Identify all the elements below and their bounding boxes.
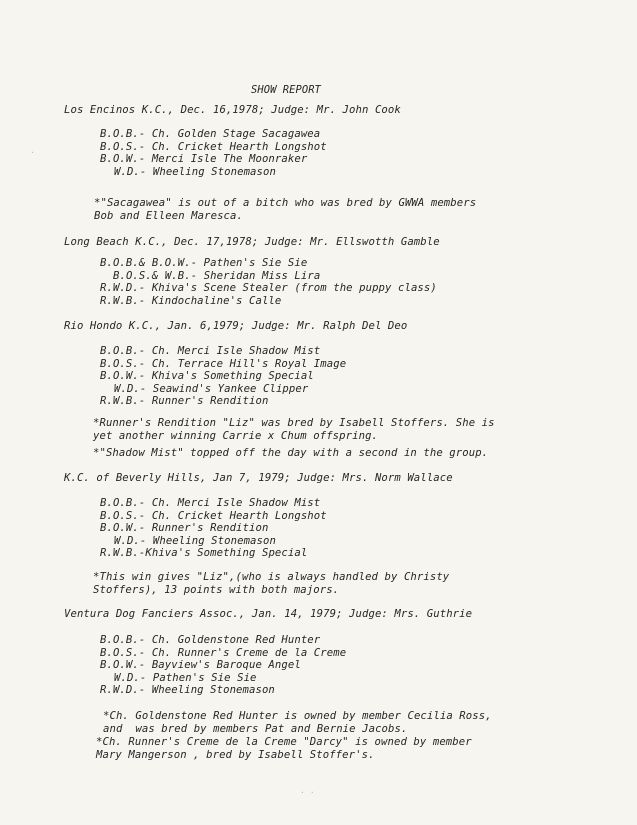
award-winner: Kindochaline's Calle [151, 294, 282, 307]
award-winner: Ch. Merci Isle Shadow Mist [151, 497, 321, 509]
award-code: B.O.B.- [100, 128, 152, 140]
award-row [114, 672, 257, 684]
award-code: R.W.B.- [100, 547, 146, 560]
note-line: yet another winning Carrie x Chum offspring. [93, 429, 379, 442]
award-row [100, 659, 301, 671]
show-note [93, 571, 449, 596]
award-winner: Ch. Goldenstone Red Hunter [151, 634, 321, 646]
note-line: *This win gives "Liz",(who is always handled by Christy [93, 571, 450, 583]
show-note [94, 197, 476, 222]
award-row [114, 535, 276, 547]
award-code: W.D.- [114, 165, 153, 178]
award-code: B.O.B.& B.O.W.- [100, 257, 204, 269]
award-code: B.O.W.- [100, 659, 152, 672]
award-code: B.O.W.- [100, 153, 152, 166]
note-line: Stoffers), 13 points with both majors. [93, 583, 340, 596]
award-row [100, 684, 275, 696]
award-row [100, 282, 437, 294]
award-winner: Wheeling Stonemason [152, 165, 276, 178]
award-winner: Seawind's Yankee Clipper [152, 382, 309, 395]
award-code: B.O.W.- [100, 370, 152, 383]
award-code: R.W.B.- [100, 294, 152, 307]
award-winner: Wheeling Stonemason [151, 684, 275, 697]
award-code: W.D.- [114, 671, 153, 684]
award-winner: Pathen's Sie Sie [203, 257, 308, 269]
award-winner: Ch. Terrace Hill's Royal Image [151, 357, 347, 370]
award-row [100, 295, 281, 307]
award-code: B.O.S.- [100, 646, 152, 659]
award-code: B.O.W.- [100, 522, 152, 535]
award-winner: Bayview's Baroque Angel [151, 659, 301, 672]
award-row [114, 166, 276, 178]
award-row [100, 128, 320, 140]
award-row [100, 634, 320, 646]
show-heading: Rio Hondo K.C., Jan. 6,1979; Judge: Mr. Ralph Del Deo [64, 320, 408, 332]
award-row [100, 522, 268, 534]
award-winner: Khiva's Scene Stealer (from the puppy class) [151, 282, 437, 295]
award-row [100, 257, 307, 269]
award-row [100, 153, 307, 165]
award-winner: Ch. Golden Stage Sacagawea [151, 128, 321, 140]
award-winner: Ch. Cricket Hearth Longshot [151, 509, 327, 522]
show-heading: Los Encinos K.C., Dec. 16,1978; Judge: Mr. John Cook [64, 104, 401, 116]
show-note [96, 736, 472, 761]
award-row [100, 395, 268, 407]
note-line: and was bred by members Pat and Bernie Jacobs. [103, 722, 408, 735]
show-note [103, 710, 492, 735]
award-winner: Ch. Merci Isle Shadow Mist [151, 345, 321, 357]
award-row [100, 647, 346, 659]
award-code: B.O.B.- [100, 497, 152, 509]
award-winner: Ch. Runner's Creme de la Creme [151, 646, 347, 659]
award-code: B.O.S.& W.B.- [113, 269, 204, 282]
award-code: B.O.S.- [100, 140, 152, 153]
award-row [100, 141, 327, 153]
show-note [93, 417, 495, 442]
award-winner: Runner's Rendition [151, 522, 269, 535]
award-code: W.D.- [114, 534, 153, 547]
award-row [114, 383, 308, 395]
note-line: *Runner's Rendition "Liz" was bred by Isabell Stoffers. She is [93, 417, 495, 429]
award-code: B.O.B.- [100, 634, 152, 646]
award-winner: Ch. Cricket Hearth Longshot [151, 140, 327, 153]
award-row [113, 270, 320, 282]
award-winner: Runner's Rendition [151, 395, 269, 408]
award-code: R.W.B.- [100, 395, 152, 408]
award-row [100, 547, 307, 559]
award-code: B.O.S.- [100, 509, 152, 522]
note-line: *"Sacagawea" is out of a bitch who was bred by GWWA members [94, 197, 477, 209]
award-row [100, 345, 320, 357]
award-code: W.D.- [114, 382, 153, 395]
margin-mark: · · [300, 788, 315, 797]
award-row [100, 497, 320, 509]
award-row [100, 510, 327, 522]
award-code: B.O.S.- [100, 357, 152, 370]
page-title: SHOW REPORT [251, 84, 321, 96]
award-winner: Merci Isle The Moonraker [151, 153, 308, 166]
award-row [100, 358, 346, 370]
margin-mark: · [30, 148, 35, 157]
note-line: Mary Mangerson , bred by Isabell Stoffer's. [96, 748, 375, 761]
note-line: *Ch. Goldenstone Red Hunter is owned by member Cecilia Ross, [103, 710, 492, 722]
award-winner: Pathen's Sie Sie [152, 671, 257, 684]
award-winner: Wheeling Stonemason [152, 534, 276, 547]
show-note [93, 447, 488, 460]
award-winner: Khiva's Something Special [151, 370, 314, 383]
award-code: B.O.B.- [100, 345, 152, 357]
award-row [100, 370, 314, 382]
show-heading: K.C. of Beverly Hills, Jan 7, 1979; Judge: Mrs. Norm Wallace [64, 472, 453, 484]
show-heading: Ventura Dog Fanciers Assoc., Jan. 14, 1979; Judge: Mrs. Guthrie [64, 608, 473, 620]
show-heading: Long Beach K.C., Dec. 17,1978; Judge: Mr. Ellswotth Gamble [64, 236, 440, 248]
note-line: *Ch. Runner's Creme de la Creme "Darcy" is owned by member [96, 736, 472, 748]
note-line: *"Shadow Mist" topped off the day with a second in the group. [93, 447, 489, 459]
note-line: Bob and Elleen Maresca. [94, 209, 243, 222]
award-winner: Khiva's Something Special [145, 547, 308, 560]
award-code: R.W.D.- [100, 684, 152, 697]
award-code: R.W.D.- [100, 282, 152, 295]
award-winner: Sheridan Miss Lira [203, 269, 321, 282]
